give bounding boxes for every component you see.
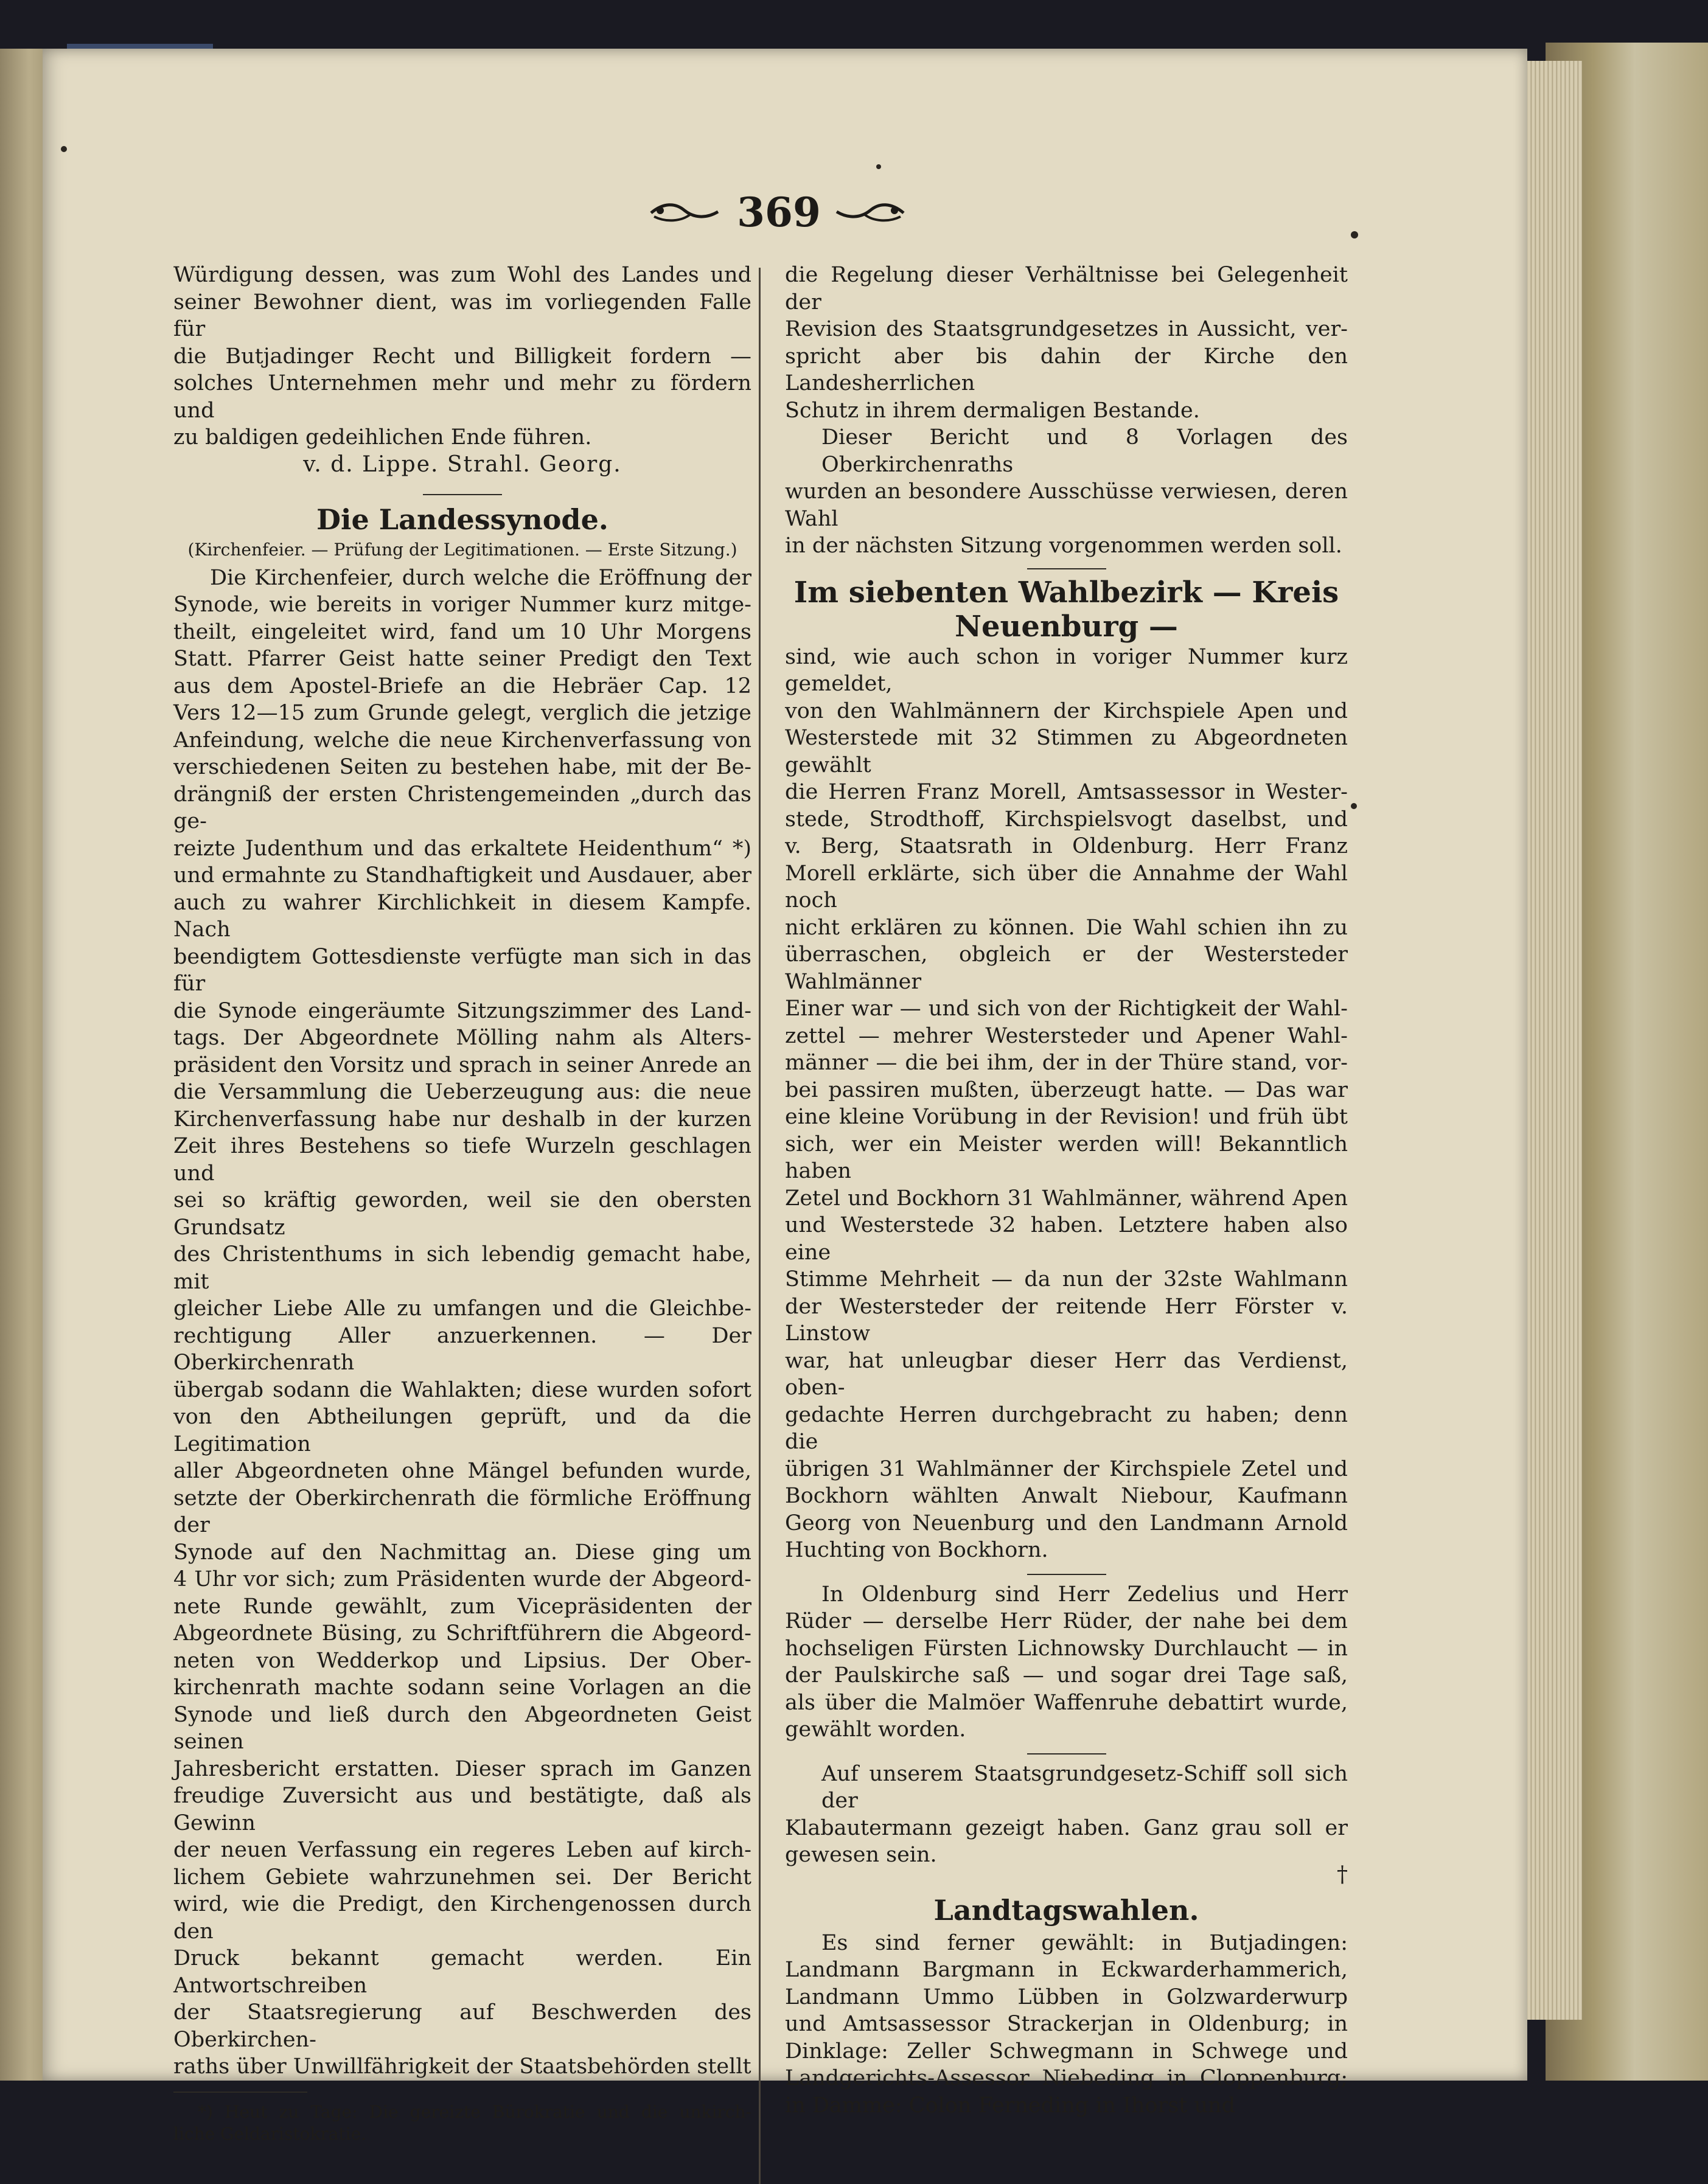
section-divider [423,494,502,495]
text-line: gewesen sein. [785,1843,937,1867]
text-line: Synode, wie bereits in voriger Nummer kurz mitge- [173,593,751,617]
text-line: der Paulskirche saß — und sogar drei Tage saß, [785,1663,1348,1688]
column-divider [759,268,761,2184]
text-line: Abgeordnete Büsing, zu Schriftführern die Abgeord- [173,1621,751,1646]
text-line: Zetel und Bockhorn 31 Wahlmänner, während Apen [785,1186,1348,1211]
text-line: lichem Gebiete wahrzunehmen sei. Der Bericht [173,1865,751,1890]
ornament-right-icon [834,200,907,224]
section-divider [1027,1753,1106,1755]
text-line: Vers 12—15 zum Grunde gelegt, verglich die jetzige [173,701,751,725]
text-line: Jahresbericht erstatten. Dieser sprach im Ganzen [173,1756,751,1781]
text-line: Bockhorn wählten Anwalt Niebour, Kaufmann [785,1484,1348,1508]
text-line: Dieser Bericht und 8 Vorlagen des Oberkirchenraths [821,425,1348,477]
text-line: Statt. Pfarrer Geist hatte seiner Predigt den Text [173,647,751,671]
text-line: Huchting von Bockhorn. [785,1538,1048,1562]
signature-line: v. d. Lippe. Strahl. Georg. [303,451,622,477]
text-line: Würdigung dessen, was zum Wohl des Landes und [173,263,751,287]
text-line: liche Geldaristokratie. [173,2123,367,2144]
text-line: die Herren Franz Morell, Amtsassessor in Wester- [785,780,1348,804]
section-divider [1027,568,1106,569]
text-line: Dinklage: Zeller Schwegmann in Schwege und [785,2039,1348,2064]
text-line: der neuen Verfassung ein regeres Leben auf kirch- [173,1838,751,1862]
text-line: zu baldigen gedeihlichen Ende führen. [173,425,592,450]
text-line: gedachte Herren durchgebracht zu haben; denn die [785,1402,1348,1454]
section-heading-wahlbezirk [785,576,1348,644]
text-line: solches Unternehmen mehr und mehr zu fördern und [173,371,751,423]
text-line: In Oldenburg sind Herr Zedelius und Herr [821,1582,1348,1607]
article-subheading: (Kirchenfeier. — Prüfung der Legitimationen. — Erste Sitzung.) [187,539,737,560]
text-line: zettel — mehrer Westersteder und Apener Wahl- [785,1023,1348,1048]
text-line: war, hat unleugbar dieser Herr das Verdienst, oben- [785,1348,1348,1400]
text-line: in Damme: Colon Ferneding in Ihorst und [785,2093,1235,2118]
text-line: und Westerstede 32 haben. Letztere haben also eine [785,1213,1348,1265]
text-line: nicht erklären zu können. Die Wahl schien ihn zu [785,915,1348,940]
text-line: der Staatsregierung auf Beschwerden des Oberkirchen- [173,2000,751,2052]
text-line: gewählt worden. [785,1717,966,1742]
text-line: *) Heut zu Tage: Die gereizte Bürokratie und die unkirch- [198,2101,751,2122]
text-line: präsident den Vorsitz und sprach in seiner Anrede an [173,1052,751,1077]
text-line: in der nächsten Sitzung vorgenommen werden soll. [785,534,1342,558]
text-line: Synode und ließ durch den Abgeordneten Geist seinen [173,1702,751,1754]
text-line: Landmann Bargmann in Eckwarderhammerich, [785,1958,1348,1982]
text-line: Es sind ferner gewählt: in Butjadingen: [821,1930,1348,1955]
text-line: eine kleine Vorübung in der Revision! und früh übt [785,1105,1348,1129]
text-line: setzte der Oberkirchenrath die förmliche Eröffnung der [173,1486,751,1537]
text-line: auch zu wahrer Kirchlichkeit in diesem Kampfe. Nach [173,890,751,942]
text-line: Georg von Neuenburg und den Landmann Arnold [785,1511,1348,1535]
text-line: Kirchenverfassung habe nur deshalb in der kurzen [173,1107,751,1132]
text-line: Zeit ihres Bestehens so tiefe Wurzeln geschlagen und [173,1134,751,1186]
section-heading-landtagswahlen: Landtagswahlen. [933,1893,1199,1927]
cross-mark: † [1337,1862,1348,1887]
text-line: Anfeindung, welche die neue Kirchenverfassung von [173,728,751,753]
text-line: die Synode eingeräumte Sitzungszimmer des Land- [173,998,751,1023]
text-line: verschiedenen Seiten zu bestehen habe, mit der Be- [173,755,751,779]
text-line: Klabautermann gezeigt haben. Ganz grau soll er [785,1815,1348,1840]
paragraph-5 [785,1761,1348,1869]
text-line: sich, wer ein Meister werden will! Bekanntlich haben [785,1132,1348,1183]
text-line: Einer war — und sich von der Richtigkeit der Wahl- [785,996,1348,1021]
text-line: sei so kräftig geworden, weil sie den obersten Grundsatz [173,1188,751,1240]
text-line: die Regelung dieser Verhältnisse bei Gelegenheit der [785,263,1348,315]
footnote-divider [173,2092,307,2093]
text-line: drängniß der ersten Christengemeinden „durch das ge- [173,782,751,833]
ink-spot [1351,803,1357,809]
text-line: kirchenrath machte sodann seine Vorlagen an die [173,1675,751,1700]
text-line: v. Berg, Staatsrath in Oldenburg. Herr Franz [785,834,1348,858]
left-page-edge [0,49,49,2081]
text-line: bei passiren mußten, überzeugt hatte. — Das war [785,1077,1348,1102]
ink-spot [876,164,881,169]
text-line: raths über Unwillfährigkeit der Staatsbehörden stellt [173,2054,751,2079]
text-line: theilt, eingeleitet wird, fand um 10 Uhr Morgens [173,619,751,644]
ink-spot [1351,231,1358,238]
text-line: übergab sodann die Wahlakten; diese wurden sofort [173,1377,751,1402]
text-line: freudige Zuversicht aus und bestätigte, daß als Gewinn [173,1784,751,1835]
text-line: Revision des Staatsgrundgesetzes in Aussicht, ver- [785,317,1348,341]
text-line: und Amtsassessor Strackerjan in Oldenburg; in [785,2012,1348,2036]
text-line: von den Wahlmännern der Kirchspiele Apen und [785,698,1348,723]
text-line: Rüder — derselbe Herr Rüder, der nahe bei dem [785,1609,1348,1633]
text-line: und ermahnte zu Standhaftigkeit und Ausdauer, aber [173,863,751,888]
text-line: Die Kirchenfeier, durch welche die Eröffnung der [210,565,751,590]
text-line: hochseligen Fürsten Lichnowsky Durchlaucht — in [785,1636,1348,1661]
paragraph-3 [785,644,1348,1564]
text-line: tags. Der Abgeordnete Mölling nahm als Alters- [173,1026,751,1050]
text-line: des Christenthums in sich lebendig gemacht habe, mit [173,1242,751,1294]
text-line: stede, Strodthoff, Kirchspielsvogt daselbst, und [785,807,1348,832]
page-number: 369 [737,189,821,236]
right-column [785,262,1348,2119]
text-line: übrigen 31 Wahlmänner der Kirchspiele Zetel und [785,1456,1348,1481]
text-line: die Versammlung die Ueberzeugung aus: die neue [173,1080,751,1104]
text-line: beendigtem Gottesdienste verfügte man sich in das für [173,944,751,996]
heading-line: Im siebenten Wahlbezirk — Kreis [793,575,1339,610]
intro-paragraph [173,262,751,451]
text-line: aus dem Apostel-Briefe an die Hebräer Cap. 12 [173,673,751,698]
text-line: wurden an besondere Ausschüsse verwiesen, deren Wahl [785,479,1348,531]
text-line: rechtigung Aller anzuerkennen. — Der Oberkirchenrath [173,1323,751,1375]
text-line: Druck bekannt gemacht werden. Ein Antwortschreiben [173,1946,751,1998]
ornament-left-icon [648,200,721,224]
text-line: sind, wie auch schon in voriger Nummer kurz gemeldet, [785,644,1348,696]
text-line: nete Runde gewählt, zum Vicepräsidenten der [173,1594,751,1619]
ink-spot [61,146,67,152]
paragraph-4 [785,1581,1348,1744]
paragraph-6 [785,1930,1348,2120]
text-line: männer — die bei ihm, der in der Thüre stand, vor- [785,1051,1348,1075]
article-heading: Die Landessynode. [316,503,608,536]
text-line: neten von Wedderkop und Lipsius. Der Ober- [173,1648,751,1673]
text-line: Landmann Ummo Lübben in Golzwarderwurp [785,1984,1348,2009]
text-line: Auf unserem Staatsgrundgesetz-Schiff soll sich der [821,1761,1348,1813]
paragraph-1 [785,262,1348,424]
text-line: 4 Uhr vor sich; zum Präsidenten wurde der Abgeord- [173,1567,751,1591]
text-line: Synode auf den Nachmittag an. Diese ging um [173,1540,751,1565]
text-line: von den Abtheilungen geprüft, und da die Legitimation [173,1405,751,1456]
text-line: reizte Judenthum und das erkaltete Heidenthum“ *) [173,836,751,861]
text-line: Schutz in ihrem dermaligen Bestande. [785,398,1200,423]
text-line: Westerstede mit 32 Stimmen zu Abgeordneten gewählt [785,726,1348,777]
page-header [648,189,910,243]
text-line: gleicher Liebe Alle zu umfangen und die Gleichbe- [173,1296,751,1321]
section-divider [1027,1574,1106,1575]
heading-line: Neuenburg — [955,609,1178,644]
article-body [173,565,751,2081]
text-line: überraschen, obgleich er der Westersteder Wahlmänner [785,942,1348,994]
text-line: spricht aber bis dahin der Kirche den Landesherrlichen [785,344,1348,395]
paragraph-2 [785,424,1348,560]
text-line: der Westersteder der reitende Herr Förster v. Linstow [785,1294,1348,1346]
text-line: aller Abgeordneten ohne Mängel befunden wurde, [173,1459,751,1483]
text-line: Landgerichts-Assessor Niebeding in Cloppenburg; [785,2066,1348,2090]
text-line: Morell erklärte, sich über die Annahme der Wahl noch [785,861,1348,913]
left-column [173,262,751,2145]
text-line: die Butjadinger Recht und Billigkeit fordern — [173,344,751,369]
text-line: seiner Bewohner dient, was im vorliegenden Falle für [173,290,751,341]
text-line: als über die Malmöer Waffenruhe debattirt wurde, [785,1690,1348,1715]
footnote [173,2101,751,2145]
text-line: wird, wie die Predigt, den Kirchengenossen durch den [173,1892,751,1944]
text-line: Stimme Mehrheit — da nun der 32ste Wahlmann [785,1267,1348,1292]
